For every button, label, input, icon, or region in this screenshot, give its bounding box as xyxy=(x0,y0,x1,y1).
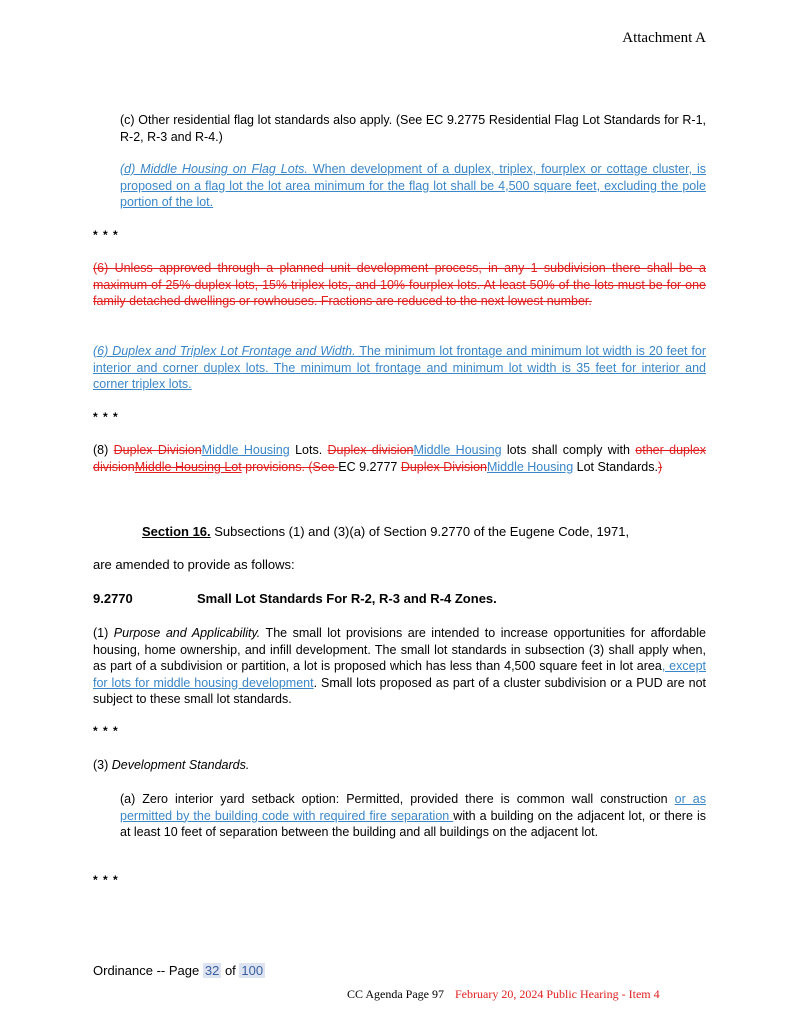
p1-num: (1) xyxy=(93,626,114,640)
total-pages-field: 100 xyxy=(241,963,264,978)
p1-heading: Purpose and Applicability. xyxy=(113,626,261,640)
p3-heading: Development Standards. xyxy=(111,758,250,772)
p1-t1: The small lot provisions are intended to increase opportunities for affordable housing, home ownership, and infill development. The small lot standards in subsection (3) shall apply when, as part of a subdivision or partition, a lot is proposed which has less than 4,500 square feet in lot area xyxy=(93,626,706,673)
p8-ins2: Middle Housing xyxy=(413,443,502,457)
section-break: * * * xyxy=(93,724,119,738)
paragraph-3a xyxy=(120,791,706,841)
section-16-label: Section 16. xyxy=(142,524,211,539)
paragraph-8 xyxy=(93,442,706,475)
attachment-label: Attachment A xyxy=(622,30,706,46)
p8-del3: other duplex division xyxy=(93,443,706,474)
hearing-label: February 20, 2024 Public Hearing - Item 4 xyxy=(455,987,660,1001)
p3-num: (3) xyxy=(93,758,112,772)
p1-t2: . Small lots proposed as part of a cluster subdivision or a PUD are not subject to these small lot standards. xyxy=(93,675,706,706)
p8-del1: Duplex Division xyxy=(113,443,202,457)
p8-ins3: Middle Housing Lot xyxy=(134,459,242,474)
p8-t2: lots shall comply with xyxy=(501,443,636,457)
p8-ins4: Middle Housing xyxy=(486,459,574,474)
p8-ins1: Middle Housing xyxy=(201,443,290,457)
ordinance-label: Ordinance -- Page xyxy=(93,963,200,978)
section-break: * * * xyxy=(93,410,119,424)
of-label: of xyxy=(224,963,236,978)
agenda-footer xyxy=(347,987,660,1002)
p3a-t1: (a) Zero interior yard setback option: Permitted, provided there is common wall construction xyxy=(120,792,675,806)
paragraph-6-text: The minimum lot frontage and minimum lot width is 20 feet for interior and corner duplex lots. The minimum lot frontage and minimum lot width is 35 feet for interior and corner triplex lots. xyxy=(93,344,707,391)
p8-del6: ) xyxy=(657,459,663,474)
p8-del4: provisions. (See xyxy=(241,459,339,474)
p1-ins1: , except for lots for middle housing development xyxy=(93,659,707,690)
section-16-line xyxy=(142,524,706,541)
p8-t4: Lot Standards. xyxy=(573,459,658,474)
paragraph-1 xyxy=(93,625,706,708)
paragraph-d-heading: (d) Middle Housing on Flag Lots. xyxy=(120,162,308,176)
section-16-continuation: are amended to provide as follows: xyxy=(93,557,295,572)
paragraph-6-deleted: (6) Unless approved through a planned unit development process, in any 1 subdivision there shall be a maximum of 25% duplex lots, 15% triplex lots, and 10% fourplex lots. At least 50% of the lots must be for one family detached dwellings or rowhouses. Fractions are reduced to the next lowest number. xyxy=(93,261,706,308)
p8-del5: Duplex Division xyxy=(400,459,487,474)
p8-num: (8) xyxy=(93,443,114,457)
paragraph-c: (c) Other residential flag lot standards also apply. (See EC 9.2775 Residential Flag Lot Standards for R-1, R-2, R-3 and R-4.) xyxy=(120,113,706,144)
p8-del2: Duplex division xyxy=(327,443,414,457)
agenda-page: CC Agenda Page 97 xyxy=(347,987,444,1001)
p8-t3: EC 9.2777 xyxy=(338,459,401,474)
paragraph-3 xyxy=(93,757,706,774)
page-number-field: 32 xyxy=(204,963,220,978)
p3a-ins1: or as permitted by the building code with required fire separation xyxy=(120,792,706,823)
section-16-text: Subsections (1) and (3)(a) of Section 9.2770 of the Eugene Code, 1971, xyxy=(210,524,630,539)
paragraph-d-text: When development of a duplex, triplex, fourplex or cottage cluster, is proposed on a flag lot the lot area minimum for the flag lot shall be 4,500 square feet, excluding the pole portion of the lot. xyxy=(120,162,706,209)
paragraph-6-new xyxy=(93,343,706,393)
paragraph-6-heading: (6) Duplex and Triplex Lot Frontage and Width. xyxy=(93,344,356,358)
code-section-number: 9.2770 xyxy=(93,591,133,606)
p3a-t2: with a building on the adjacent lot, or there is at least 10 feet of separation between the building and all buildings on the adjacent lot. xyxy=(120,808,706,839)
section-break: * * * xyxy=(93,228,119,242)
section-break: * * * xyxy=(93,873,119,887)
paragraph-d xyxy=(120,161,706,211)
ordinance-page-footer xyxy=(93,963,265,978)
code-section-title: Small Lot Standards For R-2, R-3 and R-4 Zones. xyxy=(197,591,497,606)
p8-t1: Lots. xyxy=(289,443,328,457)
